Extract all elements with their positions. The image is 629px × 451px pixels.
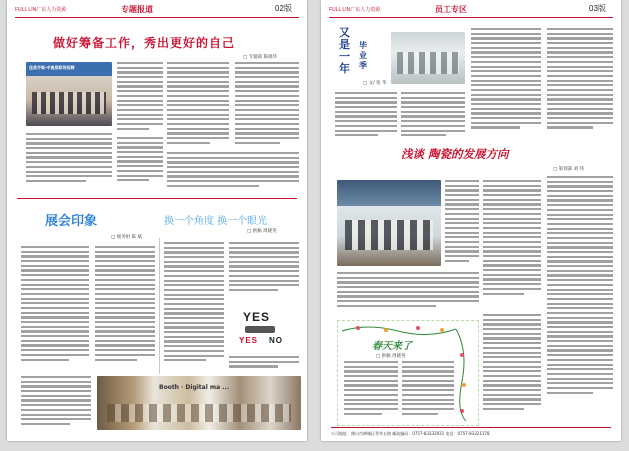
- article-col: [167, 62, 229, 148]
- article-col: [229, 242, 299, 300]
- article-col: [483, 180, 541, 310]
- right-page-header: [321, 0, 621, 22]
- angle-byline: □ 供稿 周晓英: [247, 229, 277, 234]
- spring-title: 春天来了: [372, 341, 412, 352]
- article-col: [547, 28, 613, 140]
- spring-byline: □ 供稿 周晓英: [376, 354, 406, 359]
- article-col: [164, 242, 224, 374]
- angle-title: 换一个角度 换一个眼光: [164, 216, 268, 227]
- article-col: [335, 92, 397, 144]
- expo-title: 展会印象: [45, 214, 98, 229]
- article-col: [117, 137, 163, 193]
- grad-title-right: 毕 业 季: [359, 40, 367, 70]
- page-footer: 公司地址：佛山市禅城区季华五路 邮政编码：0757-83332931 电话：0757-83321178: [331, 431, 490, 436]
- right-page: [321, 0, 621, 441]
- page-number: 02版: [275, 4, 292, 13]
- article-col: [547, 176, 613, 426]
- header-rule: [329, 17, 613, 18]
- article-col: [21, 246, 89, 372]
- article-col: [337, 272, 479, 316]
- meeting-photo: [337, 180, 441, 266]
- header-rule: [15, 17, 299, 18]
- article-col: [167, 152, 299, 196]
- expo-byline: □ 展务组 陈 斌: [111, 235, 143, 240]
- spring-box: [337, 320, 479, 426]
- main-headline: 做好筹备工作，秀出更好的自己: [53, 36, 236, 50]
- group-photo: [26, 62, 112, 126]
- article-col: [471, 28, 541, 140]
- article-col: [117, 62, 163, 132]
- headline-byline: □ 专题部 陈晓华: [243, 55, 278, 60]
- ceramics-byline: □ 策划部 刘 伟: [553, 167, 585, 172]
- grad-byline: □ 文/ 张 华: [363, 81, 387, 86]
- grad-photo: [391, 32, 465, 84]
- masthead-logo: FULL LIN广东人力资源: [15, 7, 67, 13]
- left-page-header: [7, 0, 307, 22]
- article-col: [95, 246, 155, 372]
- booth-photo: [97, 376, 301, 430]
- article-col: [235, 62, 299, 148]
- left-page: [7, 0, 307, 441]
- article-col: [21, 376, 91, 434]
- column-divider: [159, 238, 160, 374]
- yes-no-illustration: YES YES NO: [239, 310, 283, 345]
- section-title: 员工专区: [435, 4, 467, 14]
- grad-title-left: 又 是 一 年: [339, 26, 350, 75]
- article-col: [229, 356, 299, 372]
- section-title: 专题报道: [121, 4, 153, 14]
- article-col: [26, 133, 112, 193]
- ceramics-title: 浅谈 陶瓷的发展方向: [401, 147, 509, 161]
- photo-banner-text: 佳美齐聚·中高层职场招聘: [29, 65, 75, 70]
- booth-photo-sign: Booth · Digital ma ...: [159, 384, 230, 391]
- article-col: [445, 180, 479, 270]
- article-col: [483, 314, 541, 426]
- page-number: 03版: [589, 4, 606, 13]
- article-col: [401, 92, 465, 144]
- masthead-logo: FULL LIN广东人力资源: [329, 7, 381, 13]
